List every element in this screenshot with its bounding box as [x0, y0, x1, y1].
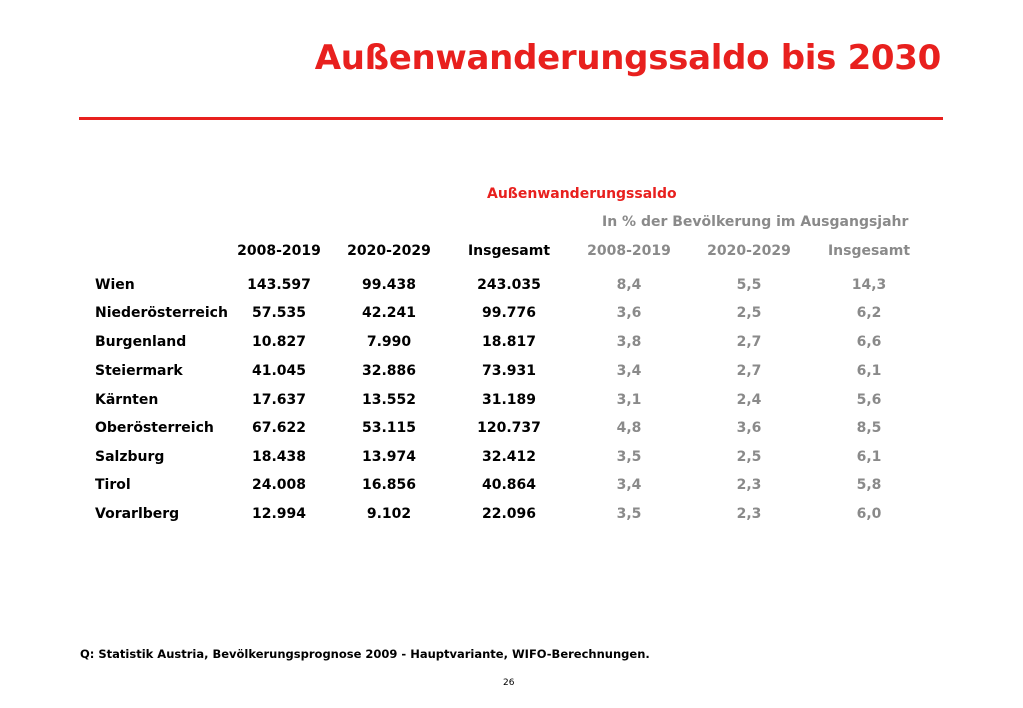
value-abs-2008-2019: 12.994: [251, 506, 307, 522]
value-abs-insgesamt: 243.035: [477, 277, 541, 293]
value-abs-2020-2029: 42.241: [361, 305, 417, 321]
percent-sub-header: In % der Bevölkerung im Ausgangsjahr: [602, 214, 909, 230]
value-abs-2020-2029: 53.115: [361, 420, 417, 436]
table-row: [0, 477, 1023, 505]
value-pct-2008-2019: 8,4: [616, 277, 642, 293]
value-pct-2020-2029: 2,3: [736, 477, 762, 493]
column-header-pct-2008-2019: 2008-2019: [587, 243, 671, 259]
value-pct-2020-2029: 2,3: [736, 506, 762, 522]
value-pct-2008-2019: 4,8: [616, 420, 642, 436]
region-name: Tirol: [95, 477, 131, 493]
region-name: Steiermark: [95, 363, 183, 379]
value-pct-2020-2029: 2,7: [736, 363, 762, 379]
region-name: Wien: [95, 277, 135, 293]
value-abs-insgesamt: 73.931: [481, 363, 537, 379]
value-pct-insgesamt: 6,1: [856, 363, 882, 379]
value-pct-2008-2019: 3,4: [616, 363, 642, 379]
value-abs-2008-2019: 17.637: [251, 392, 307, 408]
value-pct-2020-2029: 2,5: [736, 305, 762, 321]
column-header-abs-2020-2029: 2020-2029: [347, 243, 431, 259]
column-header-abs-insgesamt: Insgesamt: [467, 243, 551, 259]
table-row: [0, 449, 1023, 477]
page-number: 26: [503, 678, 515, 688]
value-abs-2020-2029: 16.856: [361, 477, 417, 493]
value-pct-insgesamt: 6,0: [856, 506, 882, 522]
value-abs-2008-2019: 10.827: [251, 334, 307, 350]
value-abs-insgesamt: 40.864: [481, 477, 537, 493]
value-abs-2020-2029: 9.102: [366, 506, 412, 522]
region-name: Niederösterreich: [95, 305, 228, 321]
value-abs-insgesamt: 32.412: [481, 449, 537, 465]
column-header-pct-2020-2029: 2020-2029: [707, 243, 791, 259]
region-name: Vorarlberg: [95, 506, 180, 522]
group-header: Außenwanderungssaldo: [487, 186, 677, 202]
value-pct-insgesamt: 14,3: [851, 277, 887, 293]
value-abs-2008-2019: 143.597: [247, 277, 311, 293]
region-name: Kärnten: [95, 392, 159, 408]
table-row: [0, 305, 1023, 333]
table-row: [0, 392, 1023, 420]
value-pct-2020-2029: 2,4: [736, 392, 762, 408]
value-abs-2008-2019: 57.535: [251, 305, 307, 321]
region-name: Burgenland: [95, 334, 187, 350]
table-row: [0, 363, 1023, 391]
value-pct-2008-2019: 3,1: [616, 392, 642, 408]
title-underline: [79, 117, 943, 120]
table-row: [0, 334, 1023, 362]
value-abs-2008-2019: 18.438: [251, 449, 307, 465]
column-header-abs-2008-2019: 2008-2019: [237, 243, 321, 259]
value-abs-insgesamt: 120.737: [477, 420, 541, 436]
value-pct-insgesamt: 8,5: [856, 420, 882, 436]
value-abs-insgesamt: 99.776: [481, 305, 537, 321]
value-abs-insgesamt: 18.817: [481, 334, 537, 350]
value-pct-insgesamt: 5,8: [856, 477, 882, 493]
table-row: [0, 277, 1023, 305]
value-abs-2008-2019: 41.045: [251, 363, 307, 379]
value-pct-2020-2029: 2,7: [736, 334, 762, 350]
value-abs-2020-2029: 32.886: [361, 363, 417, 379]
value-abs-2020-2029: 99.438: [361, 277, 417, 293]
value-abs-2008-2019: 24.008: [251, 477, 307, 493]
value-pct-2008-2019: 3,5: [616, 449, 642, 465]
value-pct-2008-2019: 3,4: [616, 477, 642, 493]
value-pct-2008-2019: 3,5: [616, 506, 642, 522]
value-abs-2020-2029: 13.974: [361, 449, 417, 465]
value-abs-insgesamt: 31.189: [481, 392, 537, 408]
value-pct-insgesamt: 6,1: [856, 449, 882, 465]
value-pct-insgesamt: 6,2: [856, 305, 882, 321]
region-name: Oberösterreich: [95, 420, 214, 436]
source-note: Q: Statistik Austria, Bevölkerungsprognose 2009 - Hauptvariante, WIFO-Berechnungen.: [80, 647, 650, 661]
value-pct-2020-2029: 2,5: [736, 449, 762, 465]
table-row: [0, 420, 1023, 448]
value-pct-2020-2029: 5,5: [736, 277, 762, 293]
page-title: Außenwanderungssaldo bis 2030: [314, 38, 941, 78]
value-pct-insgesamt: 5,6: [856, 392, 882, 408]
value-abs-2020-2029: 13.552: [361, 392, 417, 408]
value-abs-2008-2019: 67.622: [251, 420, 307, 436]
column-header-pct-insgesamt: Insgesamt: [827, 243, 911, 259]
value-pct-insgesamt: 6,6: [856, 334, 882, 350]
value-abs-insgesamt: 22.096: [481, 506, 537, 522]
table-row: [0, 506, 1023, 534]
value-pct-2008-2019: 3,8: [616, 334, 642, 350]
value-abs-2020-2029: 7.990: [366, 334, 412, 350]
region-name: Salzburg: [95, 449, 165, 465]
value-pct-2008-2019: 3,6: [616, 305, 642, 321]
value-pct-2020-2029: 3,6: [736, 420, 762, 436]
